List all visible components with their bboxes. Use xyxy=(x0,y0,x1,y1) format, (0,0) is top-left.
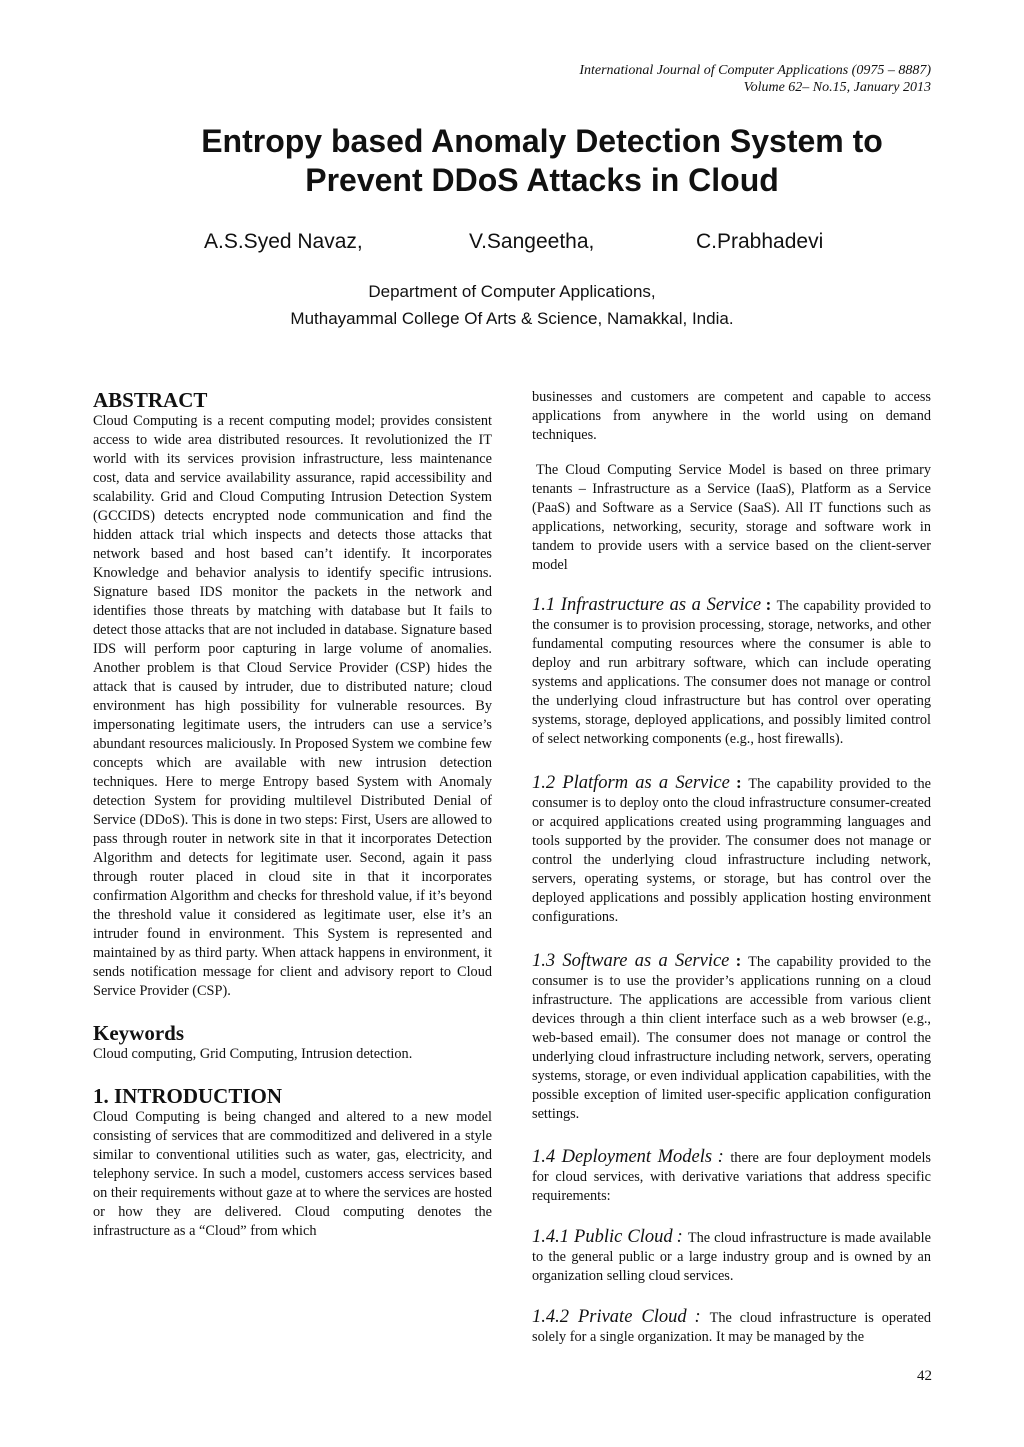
author-1: A.S.Syed Navaz, xyxy=(204,230,363,253)
author-3: C.Prabhadevi xyxy=(696,230,824,253)
section-1-3-heading: 1.3 Software as a Service xyxy=(532,951,730,971)
keywords-text: Cloud computing, Grid Computing, Intrusion detection. xyxy=(93,1046,413,1062)
affiliation-department: Department of Computer Applications, xyxy=(368,282,656,301)
paper-title xyxy=(100,122,984,200)
section-1-2: 1.2 Platform as a Service : The capability provided to the consumer is to deploy onto the cloud infrastructure consumer-created or acquired applications created using programming languages and tools supported by the provider. The consumer does not manage or control the underlying cloud infrastructure including network, servers, operating systems, or storage, but has control over the deployed applications and possibly application hosting environment configurations. xyxy=(532,773,931,925)
service-model-paragraph: The Cloud Computing Service Model is based on three primary tenants – Infrastructure as a Service (IaaS), Platform as a Service (PaaS) and Software as a Service (SaaS). All IT functions such as applications, networking, security, storage and software work in tandem to provide users with a service based on the client-server model xyxy=(532,462,931,573)
page-number: 42 xyxy=(917,1368,932,1384)
affiliation-college: Muthayammal College Of Arts & Science, Namakkal, India. xyxy=(290,309,734,328)
section-1-2-text: The capability provided to the consumer is to deploy onto the cloud infrastructure consumer-created or acquired applications created using programming languages and tools supported by the provider. The consumer does not manage or control the underlying cloud infrastructure including network, servers, operating systems, or storage, but has control over the deployed applications and possibly application hosting environment configurations. xyxy=(532,776,931,925)
section-1-4-1: 1.4.1 Public Cloud : The cloud infrastructure is made available to the general public or a large industry group and is owned by an organization selling cloud services. xyxy=(532,1227,931,1284)
section-1-4-text: there are four deployment models for cloud services, with derivative variations that address specific requirements: xyxy=(532,1150,931,1204)
section-1-4: 1.4 Deployment Models : there are four deployment models for cloud services, with derivative variations that address specific requirements: xyxy=(532,1147,931,1204)
section-1-4-heading: 1.4 Deployment Models xyxy=(532,1147,713,1167)
abstract-text: Cloud Computing is a recent computing model; provides consistent access to wide area distributed resources. It revolutionized the IT world with its services provision infrastructure, less maintenance cost, data and service availability assurance, rapid accessibility and scalability. Grid and Cloud Computing Intrusion Detection System (GCCIDS) detects encrypted node communication and find the hidden attack trial which inspects and detects those attacks that network based and host based can’t identify. It incorporates Knowledge and behavior analysis to identify specific intrusions. Signature based IDS monitor the packets in the network and identifies those threats by matching with database but It fails to detect those attacks that are not included in database. Signature based IDS will perform poor capturing in large volume of anomalies. Another problem is that Cloud Service Provider (CSP) hides the attack that is caused by intruder, due to distributed nature; cloud environment has high possibility for vulnerable resources. By impersonating legitimate users, the intruders can use a service’s abundant resources maliciously. In Proposed System we combine few concepts which are available with new intrusion detection techniques. Here to merge Entropy based System with Anomaly detection System for providing multilevel Distributed Denial of Service (DDoS). This is done in two steps: First, Users are allowed to pass through router in network site in that it incorporates Detection Algorithm and detects for legitimate user. Second, again it pass through router placed in cloud site in that it incorporates confirmation Algorithm and checks for threshold value, if it’s beyond the threshold value it considered as legitimate user, else it’s an intruder found in environment. This System is represented and maintained by as third party. When attack happens in environment, it sends notification message for client and advisory report to Cloud Service Provider (CSP). xyxy=(93,413,492,999)
section-1-1-heading: 1.1 Infrastructure as a Service xyxy=(532,595,762,615)
author-2: V.Sangeetha, xyxy=(469,230,595,253)
section-1-2-heading: 1.2 Platform as a Service xyxy=(532,773,730,793)
section-1-3-text: The capability provided to the consumer is to use the provider’s applications running on a cloud infrastructure. The applications are accessible from various client devices through a thin client interface such as a web browser (e.g., web-based email). The consumer does not manage or control the underlying cloud infrastructure including network, servers, operating systems, storage, or even individual application capabilities, with the possible exception of limited user-specific application configuration settings. xyxy=(532,954,931,1122)
section-1-3: 1.3 Software as a Service : The capability provided to the consumer is to use the provider’s applications running on a cloud infrastructure. The applications are accessible from various client devices through a thin client interface such as a web browser (e.g., web-based email). The consumer does not manage or control the underlying cloud infrastructure including network, servers, operating systems, storage, or even individual application capabilities, with the possible exception of limited user-specific application configuration settings. xyxy=(532,951,931,1122)
section-1-4-2-heading: 1.4.2 Private Cloud xyxy=(532,1307,687,1327)
section-1-1-text: The capability provided to the consumer is to provision processing, storage, networks, and other fundamental computing resources where the consumer is able to deploy and run arbitrary software, which can include operating systems and applications. The consumer does not manage or control the underlying cloud infrastructure but has control over operating systems, storage, deployed applications, and possibly limited control of select networking components (e.g., host firewalls). xyxy=(532,598,932,747)
journal-volume: Volume 62– No.15, January 2013 xyxy=(743,80,931,95)
intro-continuation: businesses and customers are competent and capable to access applications from anywhere in the world using on demand techniques. xyxy=(532,389,931,443)
abstract-heading: ABSTRACT xyxy=(93,388,208,412)
title-line-2: Prevent DDoS Attacks in Cloud xyxy=(305,162,779,198)
section-1-1: 1.1 Infrastructure as a Service : The capability provided to the consumer is to provision processing, storage, networks, and other fundamental computing resources where the consumer is able to deploy and run arbitrary software, which can include operating systems and applications. The consumer does not manage or control the underlying cloud infrastructure but has control over operating systems, storage, deployed applications, and possibly limited control of select networking components (e.g., host firewalls). xyxy=(532,595,932,747)
section-1-4-2: 1.4.2 Private Cloud : The cloud infrastructure is operated solely for a single organization. It may be managed by the xyxy=(532,1307,931,1345)
right-column xyxy=(532,388,931,1347)
section-1-4-2-text: The cloud infrastructure is operated solely for a single organization. It may be managed by the xyxy=(532,1310,931,1345)
journal-header xyxy=(579,62,931,96)
journal-name: International Journal of Computer Applications (0975 – 8887) xyxy=(579,63,931,78)
introduction-text: Cloud Computing is being changed and altered to a new model consisting of services that are commoditized and delivered in a style similar to conventional utilities such as water, gas, electricity, and telephony service. In such a model, customers access services based on their requirements without gaze at to where the services are hosted or how they are delivered. Cloud computing denotes the infrastructure as a “Cloud” from which xyxy=(93,1109,492,1239)
section-1-4-1-text: The cloud infrastructure is made available to the general public or a large industry group and is owned by an organization selling cloud services. xyxy=(532,1230,931,1284)
title-line-1: Entropy based Anomaly Detection System to xyxy=(201,123,883,159)
left-column xyxy=(93,388,492,1241)
introduction-heading: 1. INTRODUCTION xyxy=(93,1084,283,1108)
section-1-4-1-heading: 1.4.1 Public Cloud xyxy=(532,1227,673,1247)
keywords-heading: Keywords xyxy=(93,1021,184,1045)
